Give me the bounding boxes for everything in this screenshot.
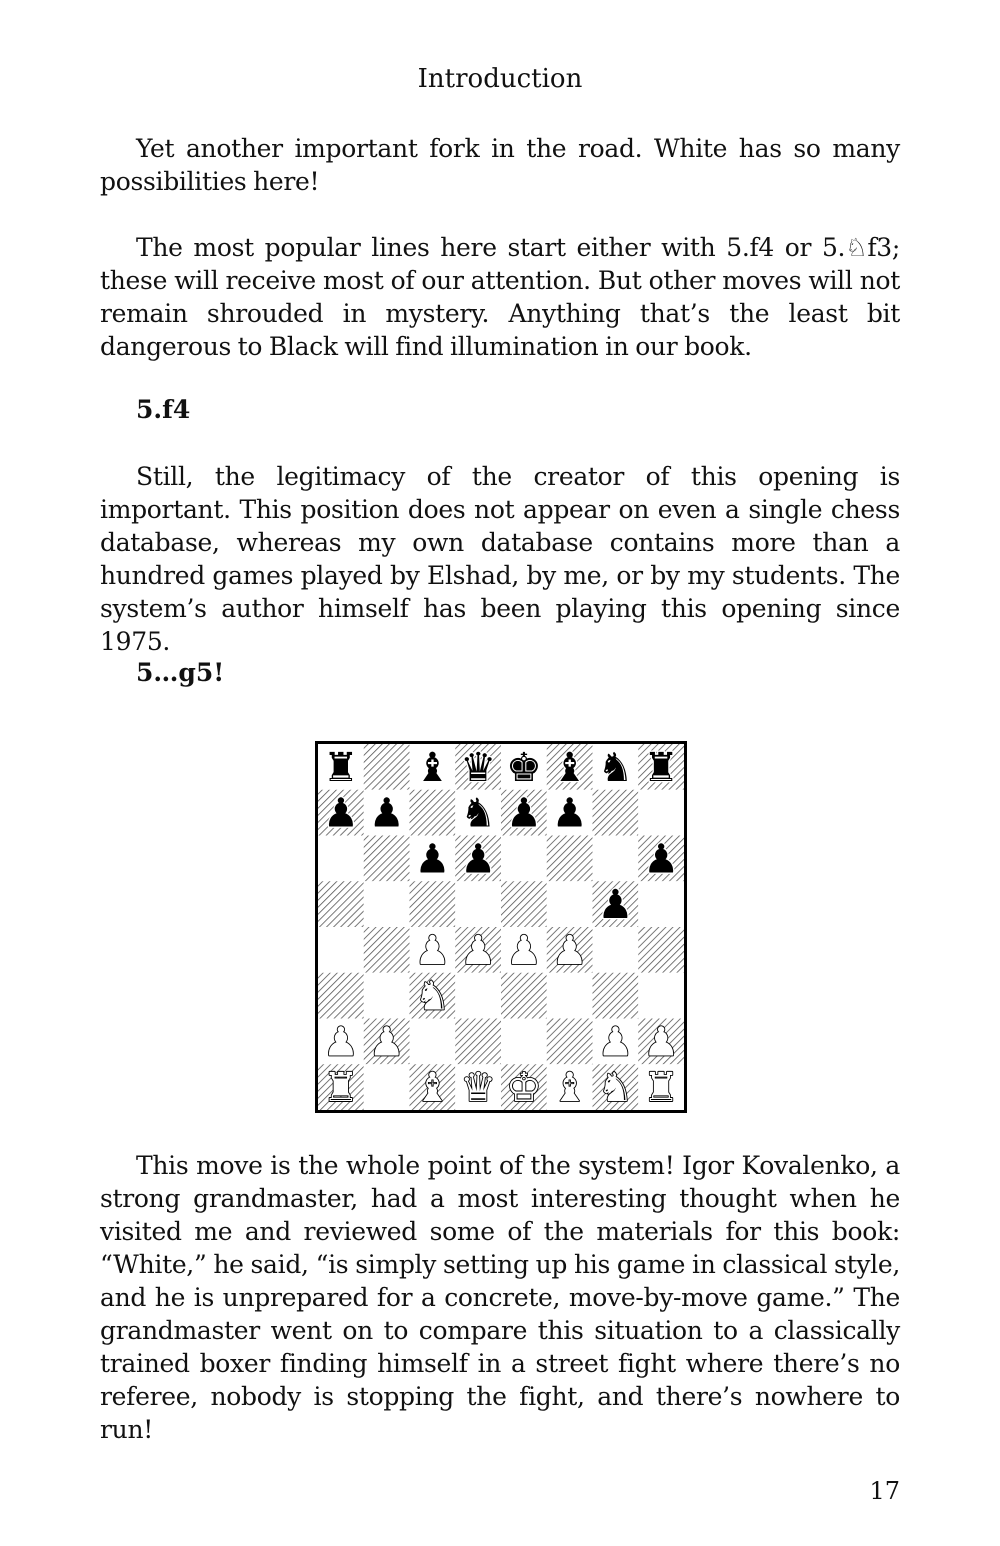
body-paragraph: Still, the legitimacy of the creator of this opening is important. This position does not appear on even a single chess database, whereas my own database contains more than a hundred games played by Elshad, by me, or by my students. The system’s author himself has been playing this opening since 1975. — [100, 462, 900, 656]
white-bishop-c1: ♝ — [414, 1065, 451, 1110]
square-c5 — [410, 881, 456, 927]
white-pawn-b2: ♟ — [368, 1019, 405, 1066]
page-number: 17 — [869, 1477, 900, 1505]
square-g7 — [593, 790, 639, 836]
white-rook-a1: ♜ — [322, 1065, 359, 1110]
black-pawn-h6: ♟ — [643, 836, 680, 883]
body-paragraph: The most popular lines here start either with 5.f4 or 5.♘f3; these will receive most of our attention. But other moves will not remain shrouded in mystery. Anything that’s the least bit dangerous to Black will find illumination in our book. — [100, 233, 900, 361]
square-b6 — [364, 836, 410, 882]
black-pawn-c6: ♟ — [414, 836, 451, 883]
black-pawn-b7: ♟ — [368, 790, 405, 837]
black-knight-g8: ♞ — [597, 744, 634, 791]
white-pawn-a2: ♟ — [322, 1019, 359, 1066]
chess-diagram — [315, 741, 687, 1113]
square-f6 — [547, 836, 593, 882]
square-h7 — [638, 790, 684, 836]
square-g6 — [593, 836, 639, 882]
black-pawn-a7: ♟ — [322, 790, 359, 837]
square-h5 — [638, 881, 684, 927]
black-pawn-g5: ♟ — [597, 882, 634, 929]
white-pawn-e4: ♟ — [505, 927, 542, 974]
white-rook-h1: ♜ — [643, 1065, 680, 1110]
white-pawn-c4: ♟ — [414, 927, 451, 974]
square-f5 — [547, 881, 593, 927]
running-head: Introduction — [417, 64, 583, 94]
white-king-e1: ♚ — [505, 1065, 542, 1110]
body-paragraph: This move is the whole point of the system! Igor Kovalenko, a strong grandmaster, had a most interesting thought when he visited me and reviewed some of the materials for this book: “White,” he said, “is simply setting up his game in classical style, and he is unprepared for a concrete, move-by-move game.” The grandmaster went on to compare this situation to a classically trained boxer finding himself in a street fight where there’s no referee, nobody is stopping the fight, and there’s nowhere to run! — [100, 1151, 900, 1444]
black-knight-d7: ♞ — [460, 790, 497, 837]
black-bishop-f8: ♝ — [551, 744, 588, 791]
white-pawn-h2: ♟ — [643, 1019, 680, 1066]
square-f2 — [547, 1019, 593, 1065]
square-a5 — [318, 881, 364, 927]
square-b8 — [364, 744, 410, 790]
white-knight-c3: ♞ — [414, 973, 451, 1020]
square-e3 — [501, 973, 547, 1019]
black-king-e8: ♚ — [505, 744, 542, 791]
white-bishop-f1: ♝ — [551, 1065, 588, 1110]
white-queen-d1: ♛ — [460, 1065, 497, 1110]
black-bishop-c8: ♝ — [414, 744, 451, 791]
move-heading: 5…g5! — [136, 658, 225, 687]
black-queen-d8: ♛ — [460, 744, 497, 791]
square-g4 — [593, 927, 639, 973]
square-e5 — [501, 881, 547, 927]
square-b1 — [364, 1064, 410, 1110]
white-knight-g1: ♞ — [597, 1065, 634, 1110]
square-a4 — [318, 927, 364, 973]
square-d2 — [455, 1019, 501, 1065]
square-g3 — [593, 973, 639, 1019]
square-f3 — [547, 973, 593, 1019]
chess-board — [318, 744, 684, 1110]
square-b4 — [364, 927, 410, 973]
black-pawn-f7: ♟ — [551, 790, 588, 837]
square-h3 — [638, 973, 684, 1019]
move-heading: 5.f4 — [136, 395, 191, 424]
square-h4 — [638, 927, 684, 973]
black-rook-a8: ♜ — [322, 744, 359, 791]
square-a6 — [318, 836, 364, 882]
white-pawn-d4: ♟ — [460, 927, 497, 974]
square-b5 — [364, 881, 410, 927]
white-pawn-g2: ♟ — [597, 1019, 634, 1066]
square-a3 — [318, 973, 364, 1019]
square-d3 — [455, 973, 501, 1019]
square-e2 — [501, 1019, 547, 1065]
black-pawn-e7: ♟ — [505, 790, 542, 837]
black-pawn-d6: ♟ — [460, 836, 497, 883]
black-rook-h8: ♜ — [643, 744, 680, 791]
white-pawn-f4: ♟ — [551, 927, 588, 974]
square-c7 — [410, 790, 456, 836]
square-b3 — [364, 973, 410, 1019]
body-paragraph: Yet another important fork in the road. White has so many possibilities here! — [100, 134, 900, 196]
square-c2 — [410, 1019, 456, 1065]
square-e6 — [501, 836, 547, 882]
square-d5 — [455, 881, 501, 927]
